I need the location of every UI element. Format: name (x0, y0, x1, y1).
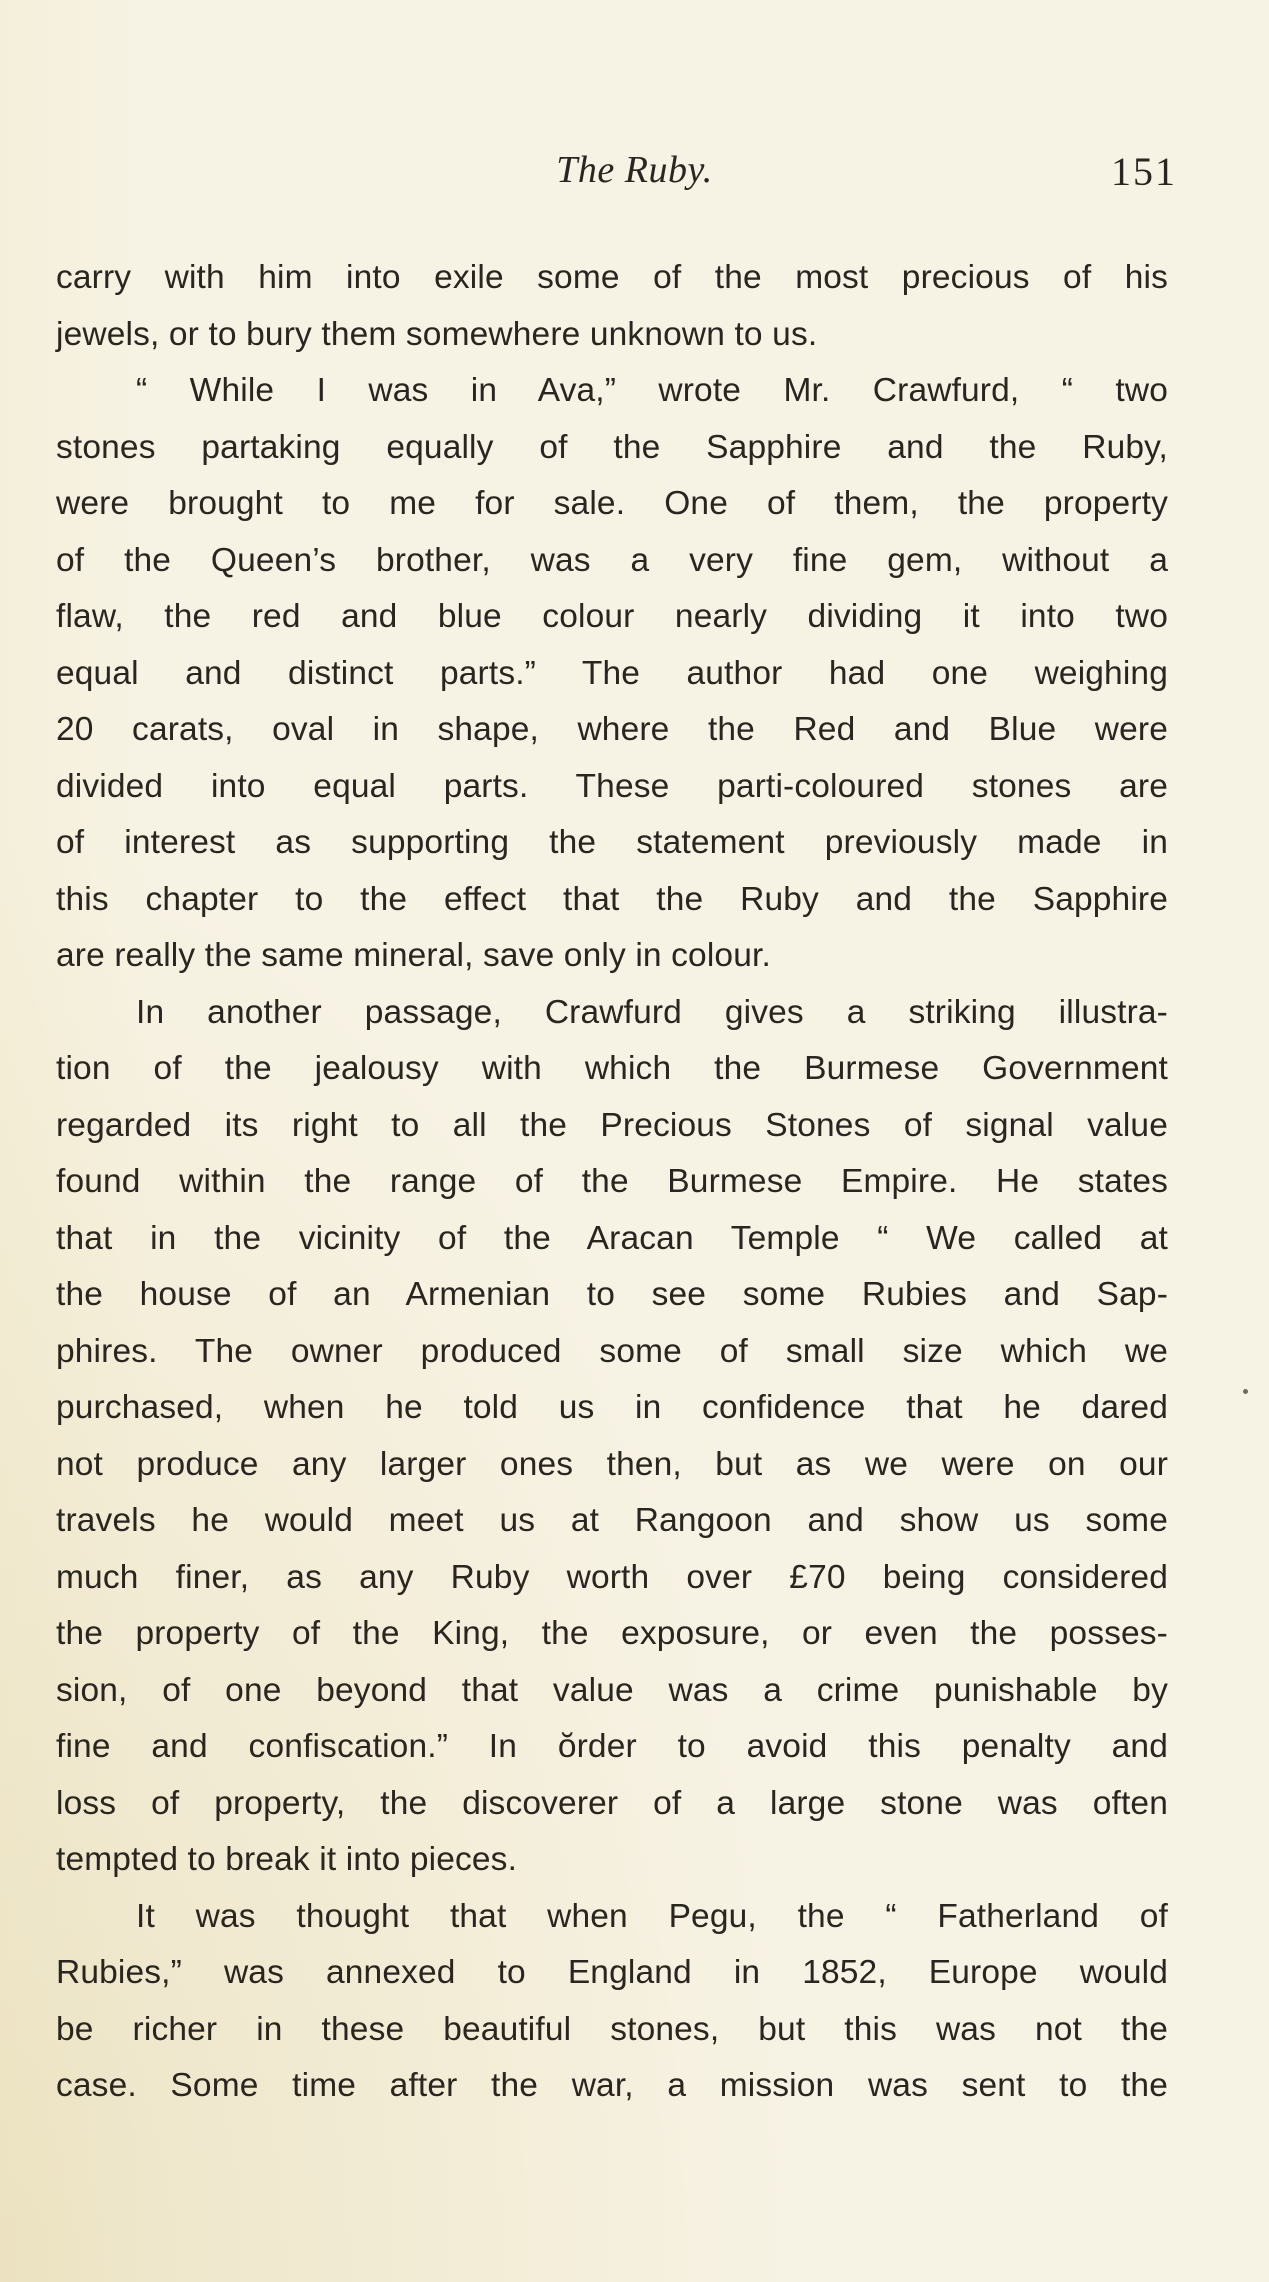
text-line: carry with him into exile some of the most precious of his (56, 259, 1168, 296)
text-line: It was thought that when Pegu, the “ Fatherland of (136, 1897, 1168, 1935)
text-line: are really the same mineral, save only in colour. (56, 937, 771, 974)
text-line: Rubies,” was annexed to England in 1852, Europe would (56, 1954, 1168, 1991)
text-line: In another passage, Crawfurd gives a striking illustra- (136, 993, 1168, 1031)
text-line: of the Queen’s brother, was a very fine gem, without a (56, 541, 1168, 579)
text-line: fine and confiscation.” In ŏrder to avoid this penalty and (56, 1728, 1168, 1765)
text-line: 20 carats, oval in shape, where the Red and Blue were (56, 711, 1168, 748)
margin-speck (1243, 1389, 1248, 1394)
text-line: sion, of one beyond that value was a crime punishable by (56, 1671, 1168, 1709)
running-title: The Ruby. (556, 149, 713, 191)
text-line: the house of an Armenian to see some Rubies and Sap- (56, 1276, 1168, 1313)
text-line: not produce any larger ones then, but as we were on our (56, 1445, 1168, 1483)
text-line: tion of the jealousy with which the Burmese Government (56, 1050, 1168, 1087)
text-line: this chapter to the effect that the Ruby and the Sapphire (56, 880, 1168, 918)
text-line: found within the range of the Burmese Empire. He states (56, 1163, 1168, 1200)
body-text (56, 250, 1168, 2115)
text-line: purchased, when he told us in confidence that he dared (56, 1389, 1168, 1426)
text-line: jewels, or to bury them somewhere unknown to us. (56, 315, 818, 353)
text-line: equal and distinct parts.” The author had one weighing (56, 654, 1168, 692)
text-line: tempted to break it into pieces. (56, 1841, 518, 1878)
text-line: divided into equal parts. These parti-coloured stones are (56, 767, 1168, 805)
page-number: 151 (1111, 149, 1177, 194)
text-line: the property of the King, the exposure, or even the posses- (56, 1615, 1168, 1652)
text-line: that in the vicinity of the Aracan Temple “ We called at (56, 1219, 1168, 1257)
text-line: travels he would meet us at Rangoon and show us some (56, 1502, 1168, 1539)
text-line: of interest as supporting the statement previously made in (56, 824, 1168, 861)
text-line: be richer in these beautiful stones, but this was not the (56, 2010, 1168, 2048)
text-line: loss of property, the discoverer of a large stone was often (56, 1784, 1168, 1822)
text-line: case. Some time after the war, a mission was sent to the (56, 2067, 1168, 2104)
text-line: stones partaking equally of the Sapphire and the Ruby, (56, 428, 1168, 466)
text-line: “ While I was in Ava,” wrote Mr. Crawfurd, “ two (136, 372, 1168, 409)
text-line: flaw, the red and blue colour nearly dividing it into two (56, 598, 1168, 635)
text-line: much finer, as any Ruby worth over £70 being considered (56, 1558, 1168, 1596)
text-line: phires. The owner produced some of small size which we (56, 1332, 1168, 1370)
text-line: regarded its right to all the Precious Stones of signal value (56, 1106, 1168, 1144)
text-line: were brought to me for sale. One of them, the property (56, 485, 1168, 522)
